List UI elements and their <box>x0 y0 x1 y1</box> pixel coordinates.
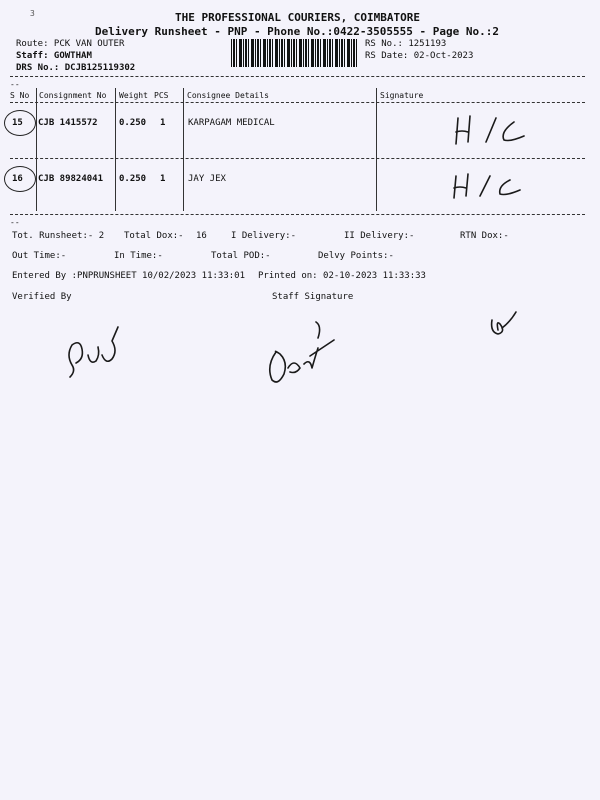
row-pcs: 1 <box>160 118 166 128</box>
column-line <box>115 88 116 211</box>
total-pod: Total POD:- <box>211 251 271 261</box>
row-consignment: CJB 89824041 <box>38 174 104 184</box>
rs-date: RS Date: 02-Oct-2023 <box>365 51 474 61</box>
col-weight: Weight <box>119 91 148 100</box>
col-consignee: Consignee Details <box>187 91 269 100</box>
i-delivery: I Delivery:- <box>231 231 297 241</box>
divider <box>10 102 585 103</box>
col-sno: S No <box>10 91 30 100</box>
row-signature <box>452 112 532 148</box>
row-signature <box>450 170 530 202</box>
printed-on: Printed on: 02-10-2023 11:33:33 <box>258 271 426 281</box>
corner-mark: 3 <box>30 9 35 18</box>
rtn-dox: RTN Dox:- <box>460 231 509 241</box>
column-line <box>183 88 184 211</box>
col-pcs: PCS <box>154 91 169 100</box>
drs-number: DRS No.: DCJB125119302 <box>16 63 136 73</box>
company-title: THE PROFESSIONAL COURIERS, COIMBATORE <box>175 11 421 24</box>
staff-signature-label: Staff Signature <box>272 292 354 302</box>
column-line <box>36 88 37 211</box>
tot-runsheet: Tot. Runsheet:- 2 <box>12 231 105 241</box>
col-consignment: Consignment No <box>39 91 107 100</box>
in-time: In Time:- <box>114 251 163 261</box>
row-consignee: JAY JEX <box>188 174 226 184</box>
route-label: Route: PCK VAN OUTER <box>16 39 125 49</box>
divider-marker: -- <box>10 218 20 227</box>
divider <box>10 76 585 77</box>
rs-number: RS No.: 1251193 <box>365 39 447 49</box>
entered-by: Entered By :PNPRUNSHEET 10/02/2023 11:33:01 <box>12 271 245 281</box>
staff-label: Staff: GOWTHAM <box>16 51 92 61</box>
ii-delivery: II Delivery:- <box>344 231 415 241</box>
row-sno: 16 <box>12 174 23 184</box>
row-consignee: KARPAGAM MEDICAL <box>188 118 275 128</box>
row-weight: 0.250 <box>119 118 147 128</box>
staff-signature <box>264 318 344 388</box>
total-dox-label: Total Dox:- <box>124 231 184 241</box>
divider <box>10 158 585 159</box>
col-signature: Signature <box>380 91 424 100</box>
total-dox-value: 16 <box>196 231 207 241</box>
row-pcs: 1 <box>160 174 166 184</box>
verified-by-label: Verified By <box>12 292 72 302</box>
row-sno: 15 <box>12 118 23 128</box>
corner-initial <box>486 310 526 340</box>
row-weight: 0.250 <box>119 174 147 184</box>
column-line <box>376 88 377 211</box>
out-time: Out Time:- <box>12 251 67 261</box>
divider-marker: -- <box>10 80 20 89</box>
row-consignment: CJB 1415572 <box>38 118 98 128</box>
barcode <box>231 39 359 67</box>
verifier-signature <box>62 325 132 380</box>
divider <box>10 214 585 215</box>
runsheet-subtitle: Delivery Runsheet - PNP - Phone No.:0422-3505555 - Page No.:2 <box>95 25 499 38</box>
delvy-points: Delvy Points:- <box>318 251 394 261</box>
